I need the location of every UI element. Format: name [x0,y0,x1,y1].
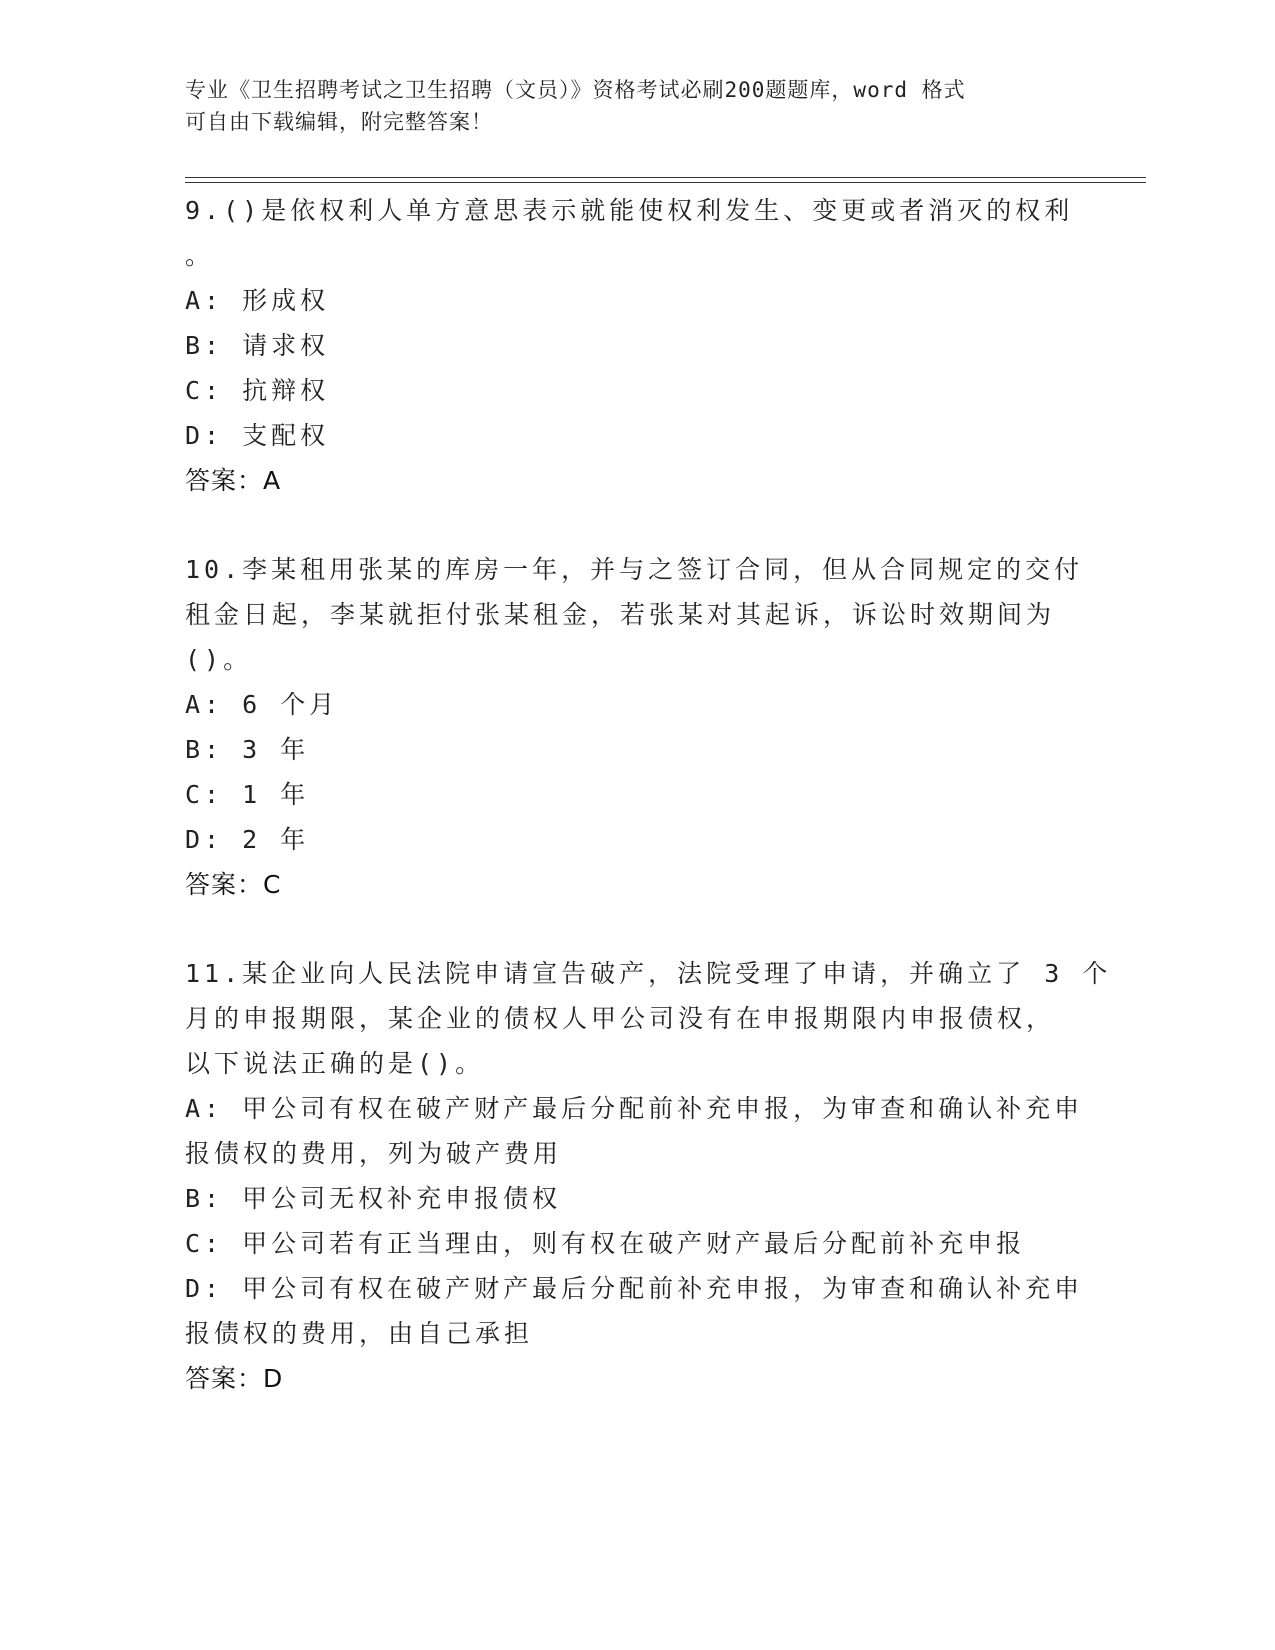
option-b: B: 甲公司无权补充申报债权 [185,1184,562,1213]
question-9 [185,188,1075,503]
question-10 [185,547,1084,907]
question-stem: 10.李某租用张某的库房一年，并与之签订合同，但从合同规定的交付 [185,555,1084,584]
document-header [185,74,1065,138]
option-d: D: 2 年 [185,825,310,854]
question-list [185,188,1112,1445]
option-c: C: 甲公司若有正当理由，则有权在破产财产最后分配前补充申报 [185,1229,1026,1258]
option-b: B: 3 年 [185,735,310,764]
option-a: A: 形成权 [185,286,330,315]
option-a: 报债权的费用，列为破产费用 [185,1139,563,1168]
question-stem: 租金日起，李某就拒付张某租金，若张某对其起诉，诉讼时效期间为 [185,600,1056,629]
option-d: D: 甲公司有权在破产财产最后分配前补充申报，为审查和确认补充申 [185,1274,1084,1303]
header-line: 专业《卫生招聘考试之卫生招聘（文员）》资格考试必刷200题题库，word 格式 [185,78,966,102]
question-stem: 9.()是依权利人单方意思表示就能使权利发生、变更或者消灭的权利 [185,196,1074,225]
question-stem: 11.某企业向人民法院申请宣告破产，法院受理了申请，并确立了 3 个 [185,959,1112,988]
option-c: C: 抗辩权 [185,376,330,405]
option-a: A: 甲公司有权在破产财产最后分配前补充申报，为审查和确认补充申 [185,1094,1084,1123]
option-d: 报债权的费用，由自己承担 [185,1319,534,1348]
question-11 [185,951,1112,1401]
option-d: D: 支配权 [185,421,330,450]
option-a: A: 6 个月 [185,690,339,719]
header-divider [185,177,1146,178]
answer-label: 答案：C [185,870,282,899]
option-b: B: 请求权 [185,331,330,360]
question-stem: ()。 [185,645,253,674]
question-stem: 以下说法正确的是()。 [185,1049,485,1078]
answer-label: 答案：A [185,466,282,495]
header-divider [185,182,1146,183]
question-stem: 。 [185,241,215,270]
header-line: 可自由下载编辑，附完整答案！ [185,110,493,134]
option-c: C: 1 年 [185,780,310,809]
answer-label: 答案：D [185,1364,284,1393]
question-stem: 月的申报期限，某企业的债权人甲公司没有在申报期限内申报债权， [185,1004,1056,1033]
